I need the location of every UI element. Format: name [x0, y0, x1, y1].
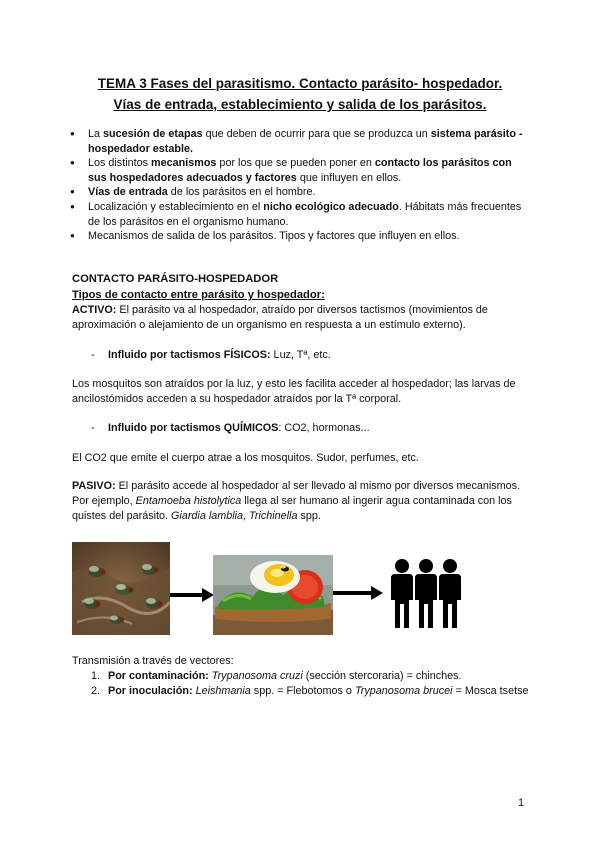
objectives-list: [88, 127, 533, 244]
list-item: ● La sucesión de etapas que deben de ocurrir para que se produzca un sistema parásito - hospedador estable.: [88, 127, 533, 156]
activo-paragraph: ACTIVO: El parásito va al hospedador, atraído por diversos tactismos (movimientos de aproximación o alejamiento de un organismo en respuesta a un estímulo externo).: [72, 304, 488, 331]
section-heading: CONTACTO PARÁSITO-HOSPEDADOR: [72, 273, 279, 285]
section-subheading: Tipos de contacto entre parásito y hospedador:: [72, 289, 325, 301]
list-item: Por inoculación: Leishmania spp. = Flebotomos o Trypanosoma brucei = Mosca tsetse: [108, 685, 529, 697]
dash-marker: -: [91, 422, 95, 434]
dash-marker: -: [91, 349, 95, 361]
title-line-2: Vías de entrada, establecimiento y salida de los parásitos.: [113, 97, 487, 112]
fisicos-paragraph: Los mosquitos son atraídos por la luz, y esto les facilita acceder al hospedador; las larvas de ancilostómidos acceden a su hospedador atraídos por la Tª corporal.: [72, 378, 516, 405]
flies-on-dung-image: [72, 542, 170, 635]
list-item: ● Vías de entrada de los parásitos en el hombre.: [88, 185, 533, 200]
list-number: 2.: [91, 685, 101, 697]
quimicos-item: Influido por tactismos QUÍMICOS: CO2, hormonas...: [108, 422, 370, 434]
list-item: ● Localización y establecimiento en el nicho ecológico adecuado. Hábitats más frecuentes de los parásitos en el organismo humano.: [88, 200, 533, 229]
vectores-intro: Transmisión a través de vectores:: [72, 655, 234, 667]
pasivo-paragraph: PASIVO: El parásito accede al hospedador al ser llevado al mismo por diversos mecanismos. Por ejemplo, Entamoeba histolytica llega al ser humano al ingerir agua contaminada con los quistes del parásito. Giardia lamblia, Trichinella spp.: [72, 480, 521, 522]
flies-on-sandwich-image: [213, 555, 333, 635]
people-group-icon: [388, 558, 464, 630]
list-item: Por contaminación: Trypanosoma cruzi (sección stercoraria) = chinches.: [108, 670, 462, 682]
page-number: 1: [518, 797, 525, 809]
title-line-1: TEMA 3 Fases del parasitismo. Contacto parásito- hospedador.: [97, 76, 503, 91]
right-arrow-icon: [170, 588, 214, 602]
quimicos-paragraph: El CO2 que emite el cuerpo atrae a los mosquitos. Sudor, perfumes, etc.: [72, 452, 419, 464]
fisicos-item: Influido por tactismos FÍSICOS: Luz, Tª, etc.: [108, 349, 331, 361]
list-item: ● Los distintos mecanismos por los que se pueden poner en contacto los parásitos con sus hospedadores adecuados y factores que influyen en ellos.: [88, 156, 533, 185]
list-number: 1.: [91, 670, 101, 682]
list-item: ● Mecanismos de salida de los parásitos. Tipos y factores que influyen en ellos.: [88, 229, 533, 244]
right-arrow-icon: [333, 586, 383, 600]
page-title: [60, 73, 540, 115]
